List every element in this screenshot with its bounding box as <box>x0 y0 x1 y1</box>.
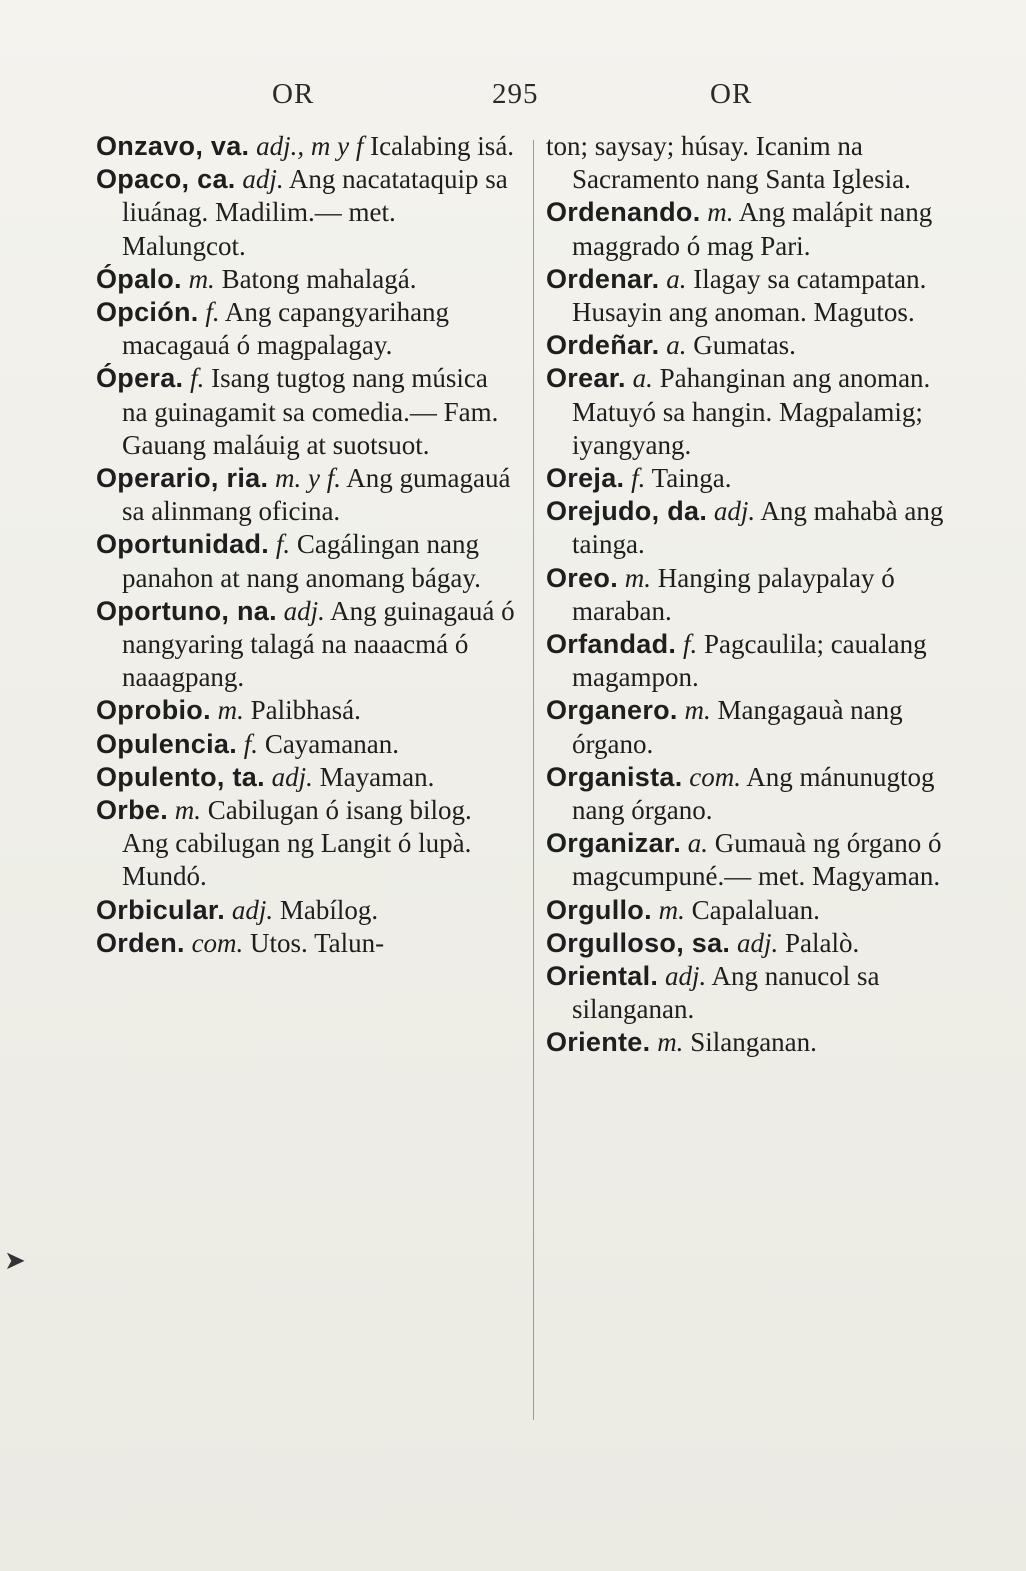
entry-definition: Ang nanucol sa silanganan. <box>572 961 880 1025</box>
entry-headword: Opulento, ta. <box>96 761 265 792</box>
dictionary-entry <box>96 595 516 695</box>
dictionary-entry <box>546 694 966 760</box>
entry-definition: Ang mánunugtog nang órgano. <box>572 761 935 826</box>
dictionary-entry <box>96 263 516 296</box>
entry-definition: Ang guinagauá ó nangyaring talagá na naaacmá ó naaagpang. <box>122 595 515 693</box>
entry-grammar: f. <box>190 363 205 394</box>
entry-definition: ton; saysay; húsay. Icanim na Sacramento nang Santa Iglesia. <box>546 131 911 195</box>
margin-mark: ➤ <box>4 1246 26 1275</box>
dictionary-entry <box>96 794 516 894</box>
entry-definition: Icalabing isá. <box>370 131 515 161</box>
entry-grammar: m. <box>624 562 652 593</box>
dictionary-entry <box>546 562 966 628</box>
entry-headword: Opaco, ca. <box>96 164 236 195</box>
dictionary-entry <box>546 329 966 362</box>
entry-headword: Oportuno, na. <box>96 595 277 626</box>
entry-definition: Cagálingan nang panahon at nang anomang bágay. <box>122 529 481 593</box>
entry-definition: Ang mahabà ang tainga. <box>572 496 944 560</box>
dictionary-entry <box>546 1026 966 1059</box>
entry-grammar: m. <box>707 197 734 228</box>
entry-headword: Orear. <box>546 363 626 394</box>
entry-headword: Orgullo. <box>546 894 652 925</box>
entry-definition: Ang malápit nang maggrado ó mag Pari. <box>572 197 933 261</box>
entry-definition: Ilagay sa catampatan. Husayin ang anoman. Magutos. <box>572 263 927 328</box>
entry-grammar: f. <box>275 529 291 560</box>
dictionary-entry <box>96 130 516 163</box>
left-column <box>96 130 516 960</box>
entry-headword: Oriente. <box>546 1027 651 1058</box>
entry-headword: Orfandad. <box>546 629 677 660</box>
entry-grammar: f. <box>682 629 698 660</box>
entry-definition: Pahanginan ang anoman. Matuyó sa hangin. Magpalamig; iyangyang. <box>572 363 931 460</box>
entry-headword: Oreja. <box>546 463 625 494</box>
entry-headword: Orden. <box>96 927 185 958</box>
entry-grammar: m. <box>658 894 685 925</box>
entry-headword: Operario, ria. <box>96 463 269 494</box>
entry-grammar: a. <box>687 828 709 859</box>
dictionary-entry <box>546 130 966 196</box>
header-guide-word-left: OR <box>272 78 315 110</box>
entry-grammar: m. <box>684 695 711 726</box>
entry-grammar: adj., m y f <box>256 131 364 161</box>
dictionary-entry <box>96 528 516 594</box>
page-header <box>0 78 1026 118</box>
dictionary-entry <box>546 927 966 960</box>
entry-definition: Mangagauà nang órgano. <box>572 695 903 759</box>
entry-headword: Oreo. <box>546 562 619 593</box>
dictionary-entry <box>546 761 966 827</box>
entry-grammar: adj. <box>283 595 325 626</box>
entry-definition: Cabilugan ó isang bilog. Ang cabilugan ng Langit ó lupà. Mundó. <box>122 795 472 892</box>
right-column <box>546 130 966 1060</box>
entry-headword: Orbe. <box>96 795 169 826</box>
entry-definition: Pagcaulila; caualang magampon. <box>572 629 927 693</box>
entry-headword: Oriental. <box>546 961 659 992</box>
page-number: 295 <box>492 78 539 110</box>
entry-definition: Capalaluan. <box>691 894 820 925</box>
dictionary-entry <box>546 263 966 329</box>
dictionary-entry <box>96 894 516 927</box>
dictionary-entry <box>546 960 966 1026</box>
entry-definition: Mayaman. <box>319 761 435 792</box>
entry-definition: Mabílog. <box>279 894 379 925</box>
entry-headword: Oprobio. <box>96 695 211 726</box>
entry-grammar: adj. <box>231 894 274 925</box>
entry-grammar: m. <box>174 795 202 826</box>
dictionary-entry <box>546 628 966 694</box>
entry-definition: Ang capangyarihang macagauá ó magpalagay. <box>122 297 450 361</box>
entry-definition: Gumatas. <box>693 330 796 361</box>
entry-headword: Orgulloso, sa. <box>546 927 731 958</box>
dictionary-entry <box>96 761 516 794</box>
entry-grammar: a. <box>666 263 687 294</box>
entry-headword: Ordenando. <box>546 197 701 228</box>
dictionary-entry <box>96 296 516 362</box>
entry-definition: Tainga. <box>651 463 732 494</box>
entry-headword: Orejudo, da. <box>546 496 708 527</box>
dictionary-entry <box>96 694 516 727</box>
entry-grammar: f. <box>631 463 646 494</box>
entry-grammar: m. <box>657 1027 684 1058</box>
entry-definition: Cayamanan. <box>264 728 400 759</box>
entry-definition: Isang tugtog nang música na guinagamit sa comedia.— Fam. Gauang maláuig at suotsuot. <box>122 363 499 460</box>
dictionary-entry <box>546 196 966 262</box>
dictionary-entry <box>96 163 516 263</box>
entry-definition: Utos. Talun- <box>250 927 385 958</box>
entry-headword: Opulencia. <box>96 728 238 759</box>
entry-grammar: f. <box>205 297 220 328</box>
entry-grammar: com. <box>191 927 244 958</box>
entry-headword: Onzavo, va. <box>96 131 250 161</box>
entry-grammar: adj. <box>737 927 779 958</box>
dictionary-entry <box>96 362 516 462</box>
entry-definition: Hanging palaypalay ó maraban. <box>572 562 895 626</box>
dictionary-entry <box>546 462 966 495</box>
entry-headword: Organista. <box>546 761 683 792</box>
entry-headword: Organero. <box>546 695 678 726</box>
entry-grammar: adj. <box>713 496 756 527</box>
entry-definition: Gumauà ng órgano ó magcumpuné.— met. Magyaman. <box>572 828 942 892</box>
entry-grammar: adj. <box>664 961 707 992</box>
column-divider <box>533 140 534 1420</box>
entry-headword: Ópalo. <box>96 263 182 294</box>
dictionary-entry <box>96 462 516 528</box>
entry-headword: Oportunidad. <box>96 529 270 560</box>
entry-headword: Ordenar. <box>546 263 660 294</box>
entry-headword: Ópera. <box>96 363 184 394</box>
entry-grammar: adj. <box>271 761 313 792</box>
dictionary-entry <box>546 362 966 462</box>
dictionary-entry <box>546 894 966 927</box>
entry-definition: Batong mahalagá. <box>221 263 417 294</box>
dictionary-entry <box>96 927 516 960</box>
entry-headword: Orbicular. <box>96 894 226 925</box>
entry-grammar: a. <box>632 363 653 394</box>
entry-definition: Ang nacatataquip sa liuánag. Madilim.— met. Malungcot. <box>122 164 508 261</box>
entry-definition: Silanganan. <box>690 1027 817 1058</box>
entry-grammar: com. <box>689 761 742 792</box>
entry-headword: Ordeñar. <box>546 330 660 361</box>
entry-definition: Ang gumagauá sa alinmang oficina. <box>122 463 511 527</box>
entry-grammar: f. <box>243 728 259 759</box>
entry-definition: Palibhasá. <box>250 695 361 726</box>
entry-grammar: adj. <box>242 164 284 195</box>
dictionary-entry <box>546 827 966 893</box>
dictionary-entry <box>546 495 966 561</box>
header-guide-word-right: OR <box>710 78 753 110</box>
dictionary-entry <box>96 728 516 761</box>
entry-grammar: m. <box>217 695 244 726</box>
entry-grammar: m. y f. <box>275 463 341 494</box>
entry-grammar: a. <box>666 330 687 361</box>
entry-headword: Organizar. <box>546 828 682 859</box>
entry-headword: Opción. <box>96 297 199 328</box>
entry-grammar: m. <box>188 263 215 294</box>
entry-definition: Palalò. <box>785 927 860 958</box>
